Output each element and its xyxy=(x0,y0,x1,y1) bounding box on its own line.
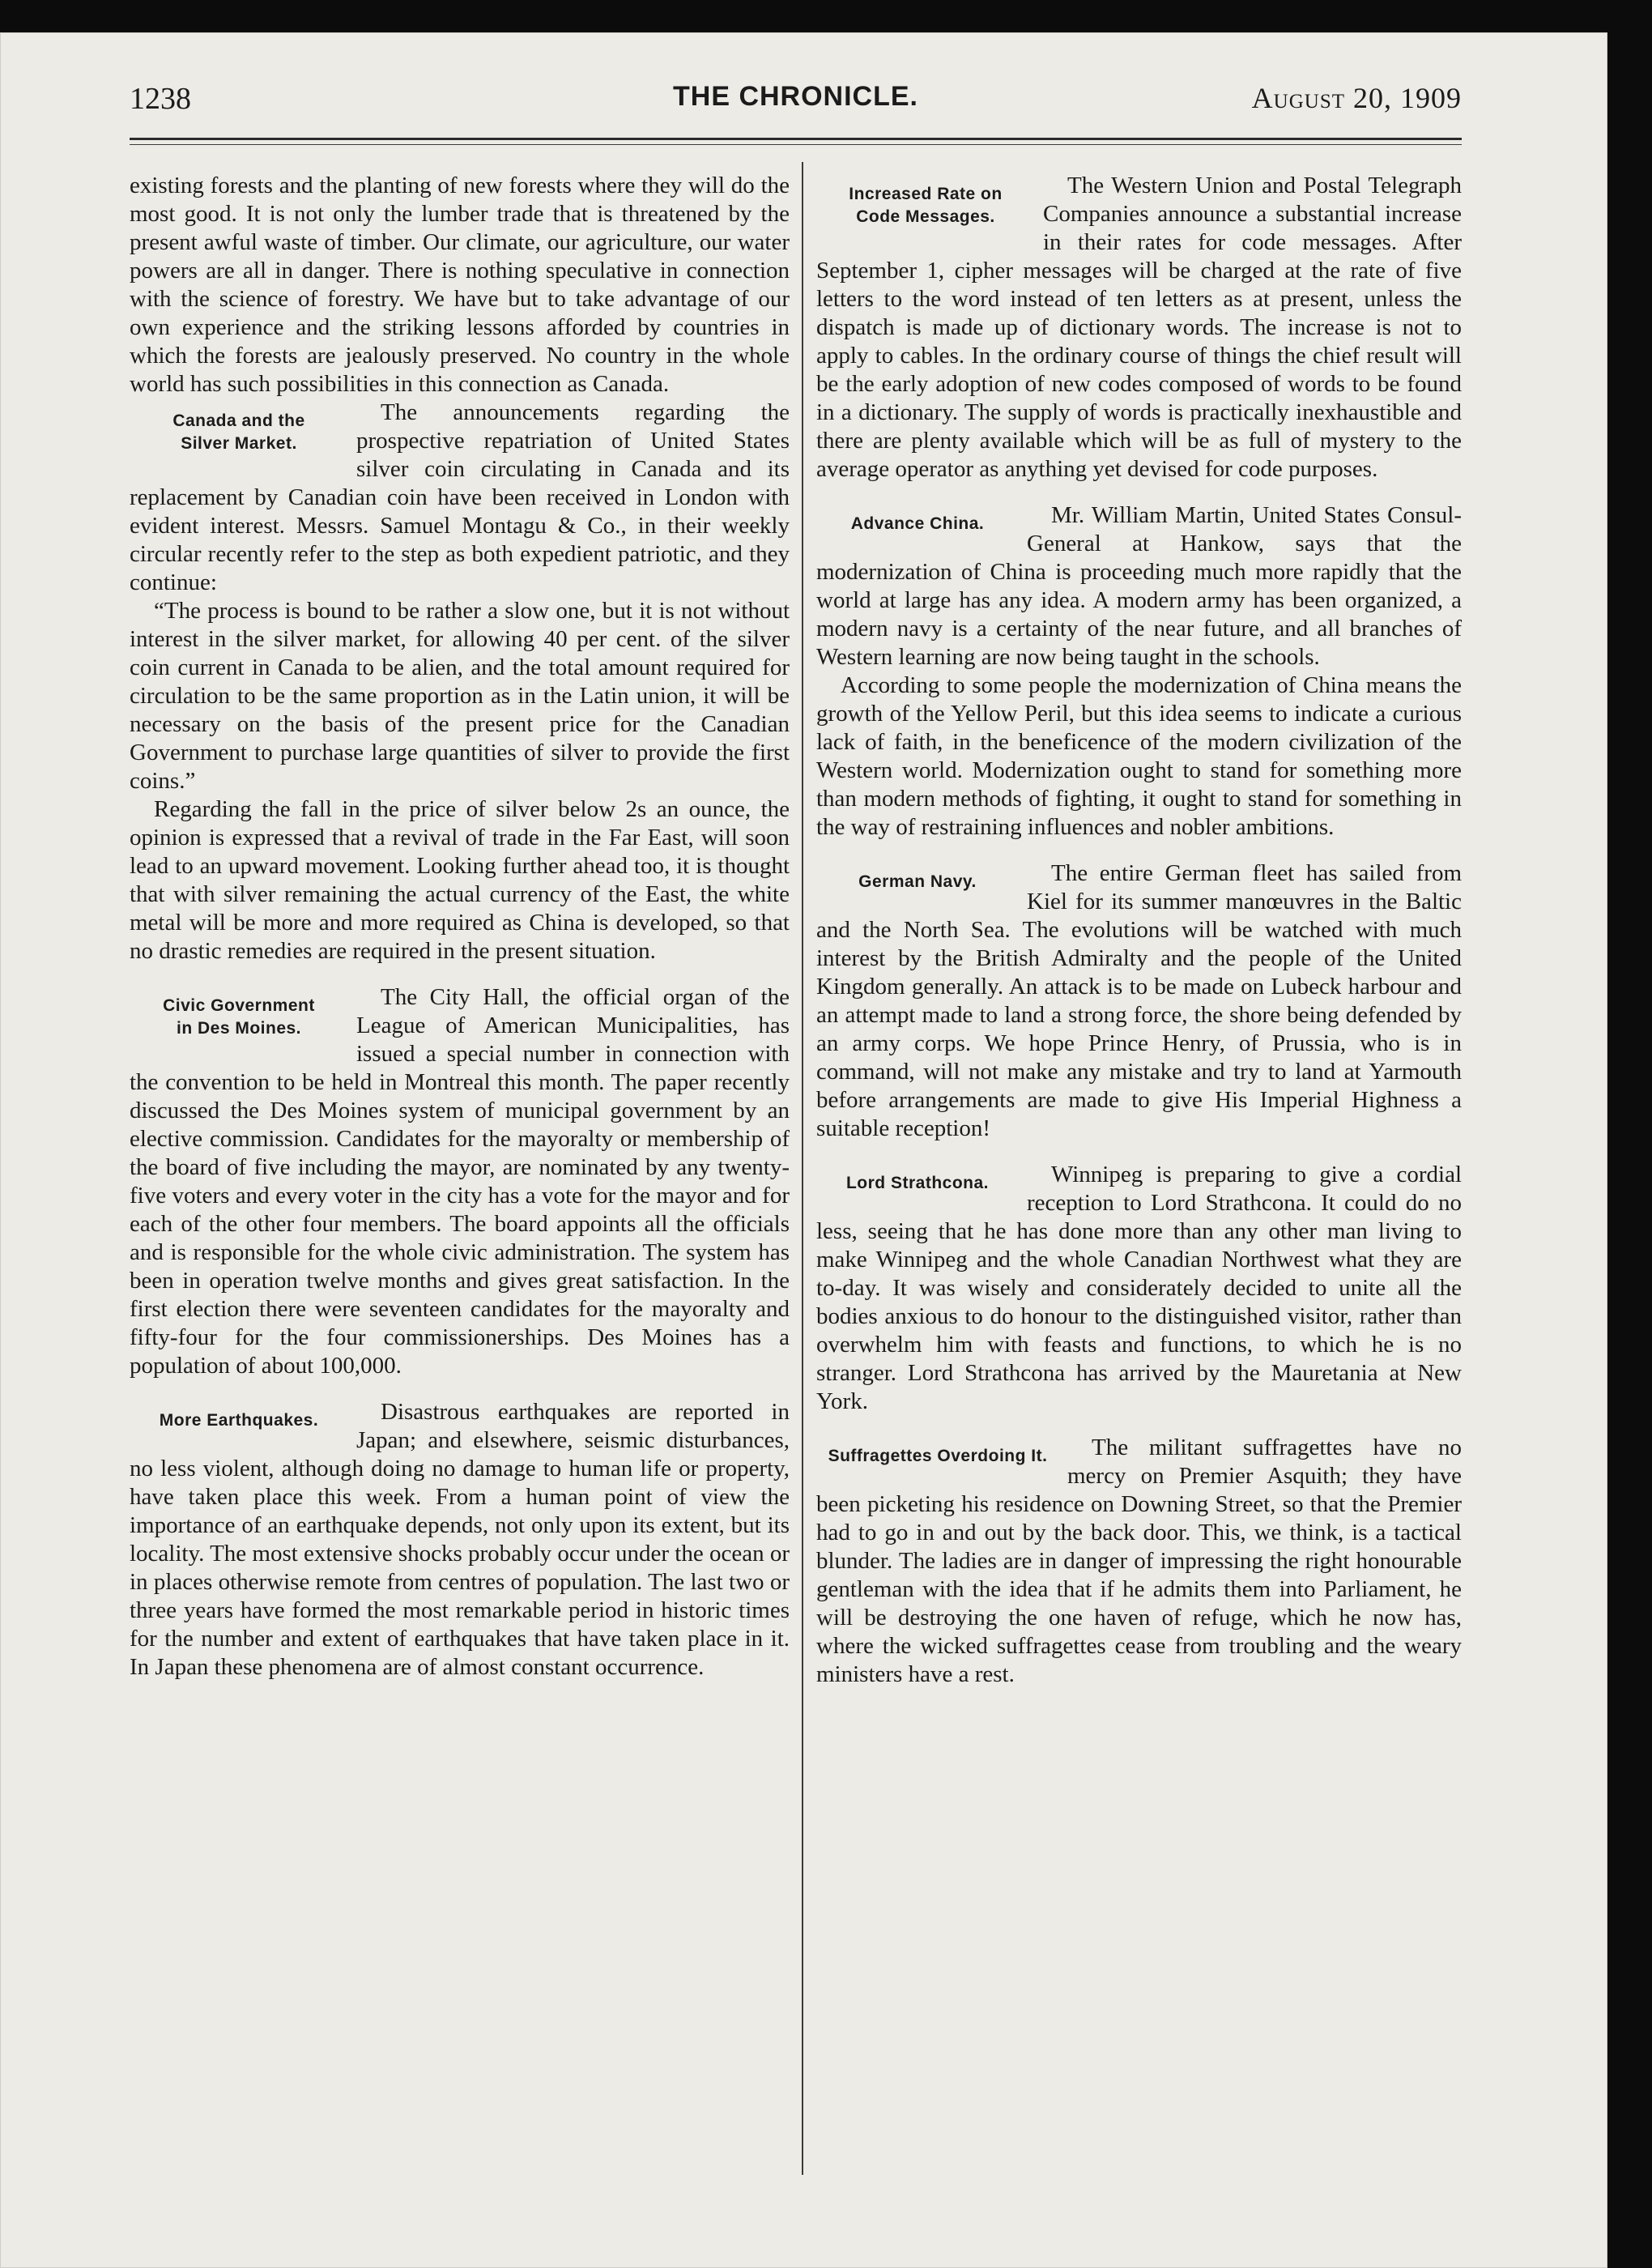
article-paragraph: The entire German fleet has sailed from Kiel for its summer manœuvres in the Baltic and the North Sea. The evolutions will be watched with much interest by the British Admiralty and the people of the United Kingdom generally. An attack is to be made on Lubeck harbour and an attempt made to land a strong force, the shore being defended by an army corps. We hope Prince Henry, of Prussia, who is in command, will not make any mistake and try to land at Yarmouth before arrangements are made to give His Imperial Highness a suitable reception! xyxy=(816,860,1462,1141)
article-paragraph: Mr. William Martin, United States Consul-General at Hankow, says that the modernization of China is proceeding much more rapidly that the world at large has any idea. A modern army has been organized, a modern navy is a certainty of the near future, and all branches of Western learning are now being taught in the schools. xyxy=(816,502,1462,670)
scan-border-top xyxy=(0,0,1652,32)
left-column xyxy=(130,172,790,1682)
issue-date: August 20, 1909 xyxy=(1251,82,1462,114)
header-rule-thick xyxy=(130,138,1462,140)
column-divider xyxy=(802,162,803,2175)
article-des-moines xyxy=(130,983,790,1380)
article-paragraph: The Western Union and Postal Telegraph Companies announce a substantial increase in their rates for code messages. After September 1, cipher messages will be charged at the rate of five letters to the word instead of ten letters as at present, unless the dispatch is made up of dictionary words. The increase is not to apply to cables. In the ordinary course of things the chief result will be the early adoption of new codes composed of words to be found in a dictionary. The supply of words is practically inexhaustible and there are plenty available which will be as full of mystery to the average operator as anything yet devised for code purposes. xyxy=(816,173,1462,482)
article-paragraph: Winnipeg is preparing to give a cordial reception to Lord Strathcona. It could do no less, seeing that he has done more than any other man living to make Winnipeg and the whole Canadian Northwest what they are to-day. It was wisely and considerately decided to unite all the bodies anxious to do honour to the distinguished visitor, rather than overwhelm him with feasts and functions, to which he is no stranger. Lord Strathcona has arrived by the Mauretania at New York. xyxy=(816,1162,1462,1414)
right-column xyxy=(816,172,1462,1689)
article-paragraph: The militant suffragettes have no mercy on Premier Asquith; they have been picketing his residence on Downing Street, so that the Premier had to go in and out by the back door. This, we think, is a tactical blunder. The ladies are in danger of impressing the right honourable gentleman with the idea that if he admits them into Parliament, he will be destroying the one haven of refuge, which he now has, where the wicked suffragettes cease from troubling and the weary ministers have a rest. xyxy=(816,1435,1462,1687)
article-german-navy xyxy=(816,859,1462,1143)
page-number: 1238 xyxy=(130,82,191,116)
article-lord-strathcona xyxy=(816,1161,1462,1416)
article-heading: Canada and the Silver Market. xyxy=(172,411,305,453)
intro-paragraph: existing forests and the planting of new forests where they will do the most good. It is not only the lumber trade that is threatened by the present awful waste of timber. Our climate, our agriculture, our water powers are all in danger. There is nothing speculative in connection with the science of forestry. We have but to take advantage of our own experience and the striking lessons afforded by countries in which the forests are jealously preserved. No country in the whole world has such possibilities in this connection as Canada. xyxy=(130,173,790,397)
article-earthquakes xyxy=(130,1398,790,1682)
scan-border-right xyxy=(1607,0,1652,2268)
article-heading: Suffragettes Overdoing It. xyxy=(828,1447,1048,1465)
article-heading: Lord Strathcona. xyxy=(845,1174,989,1192)
page-header xyxy=(130,81,1462,130)
article-silver-market xyxy=(130,399,790,966)
article-heading: German Navy. xyxy=(858,872,977,891)
article-paragraph: Disastrous earthquakes are reported in Japan; and elsewhere, seismic disturbances, no less violent, although doing no damage to human life or property, have taken place this week. From a human point of view the importance of an earthquake depends, not only upon its extent, but its locality. The most extensive shocks probably occur under the ocean or in places otherwise remote from centres of population. The last two or three years have formed the most remarkable period in historic times for the number and extent of earthquakes that have taken place in it. In Japan these phenomena are of almost constant occurrence. xyxy=(130,1399,790,1680)
article-code-messages xyxy=(816,172,1462,484)
article-paragraph: The announcements regarding the prospective repatriation of United States silver coin circulating in Canada and its replacement by Canadian coin have been received in London with evident interest. Messrs. Samuel Montagu & Co., in their weekly circular recently refer to the step as both expedient patriotic, and they continue: xyxy=(130,399,790,595)
header-rule-thin xyxy=(130,144,1462,145)
article-heading: Advance China. xyxy=(850,514,985,533)
article-advance-china xyxy=(816,501,1462,842)
article-heading: More Earthquakes. xyxy=(159,1411,319,1430)
article-suffragettes xyxy=(816,1434,1462,1689)
publication-title: THE CHRONICLE. xyxy=(673,81,918,112)
article-paragraph: The City Hall, the official organ of the League of American Municipalities, has issued a special number in connection with the convention to be held in Montreal this month. The paper recently discussed the Des Moines system of municipal government by an elective commission. Candidates for the mayoralty or membership of the board of five including the mayor, are nominated by any twenty-five voters and every voter in the city has a vote for the mayor and for each of the other four members. The board appoints all the officials and is responsible for the whole civic administration. The system has been in operation twelve months and gives great satisfaction. In the first election there were seventeen candidates for the mayoralty and fifty-four for the four commissionerships. Des Moines has a population of about 100,000. xyxy=(130,984,790,1379)
article-paragraph: According to some people the modernization of China means the growth of the Yellow Peril, but this idea seems to indicate a curious lack of faith, in the beneficence of the modern civilization of the Western world. Modernization ought to stand for something more than modern methods of fighting, it ought to stand for something in the way of restraining influences and nobler ambitions. xyxy=(816,672,1462,840)
article-quote: “The process is bound to be rather a slow one, but it is not without interest in the silver market, for allowing 40 per cent. of the silver coin current in Canada to be alien, and the total amount required for circulation to be the same proportion as in the Latin union, it will be necessary on the basis of the present price for the Canadian Government to purchase large quantities of silver to provide the first coins.” xyxy=(130,598,790,794)
article-heading: Increased Rate on Code Messages. xyxy=(849,185,1003,226)
article-paragraph: Regarding the fall in the price of silver below 2s an ounce, the opinion is expressed that a revival of trade in the Far East, will soon lead to an upward movement. Looking further ahead too, it is thought that with silver remaining the actual currency of the East, the white metal will be more and more required as China is developed, so that no drastic remedies are required in the present situation. xyxy=(130,796,790,964)
article-heading: Civic Government in Des Moines. xyxy=(163,996,315,1038)
